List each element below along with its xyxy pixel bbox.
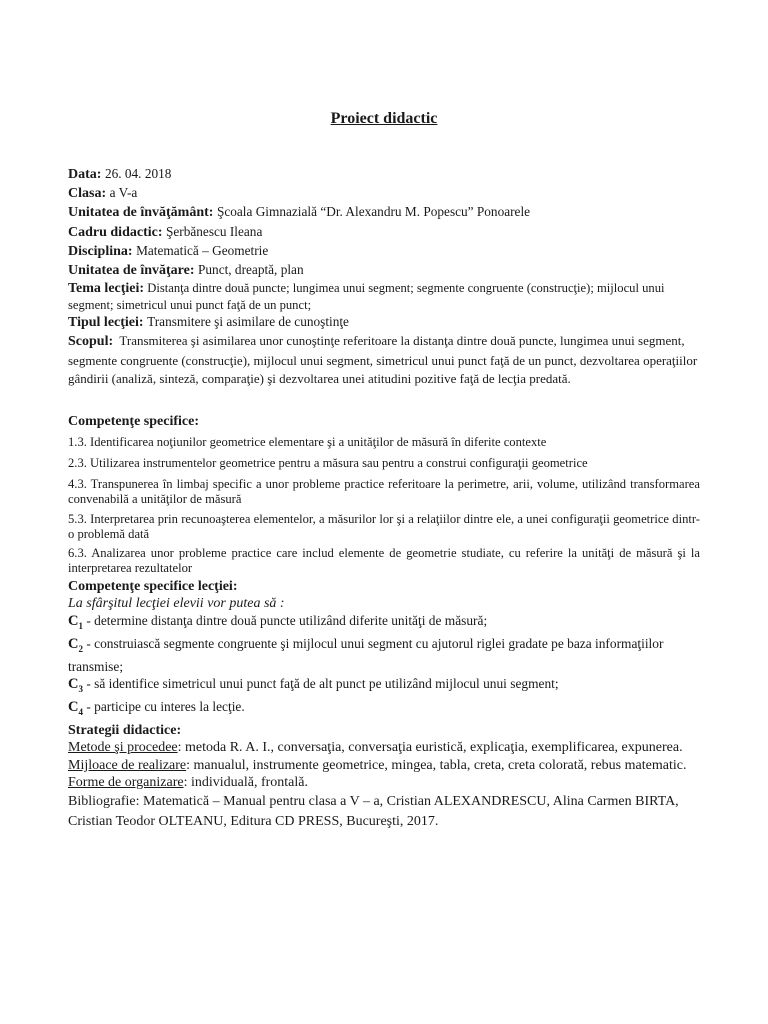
cadru-row: Cadru didactic: Şerbănescu Ileana	[68, 223, 263, 240]
clasa-row: Clasa: a V-a	[68, 185, 138, 202]
competenta-item: 2.3. Utilizarea instrumentelor geometrice pentru a măsura sau pentru a construi configuraţii geometrice	[68, 456, 588, 470]
data-row: Data: 26. 04. 2018	[68, 166, 172, 182]
competente-lectie-title: Competenţe specifice lecţiei:	[68, 579, 238, 594]
mijloace-row: Mijloace de realizare: manualul, instrumente geometrice, mingea, tabla, creta, creta colorată, rebus matematic.	[68, 757, 687, 773]
objective-item: $C_4$ - participe cu interes la lecţie.	[68, 698, 245, 717]
competente-title: Competenţe specifice:	[68, 414, 200, 429]
competenta-item: 6.3. Analizarea unor probleme practice care includ elemente de geometrie studiate, cu referire la unităţi de măsură şi la interpretarea rezultatelor	[68, 546, 700, 575]
disciplina-row: Disciplina: Matematică – Geometrie	[68, 242, 269, 259]
bibliografie-row: Bibliografie: Matematică – Manual pentru clasa a V – a, Cristian ALEXANDRESCU, Alina Carmen BIRTA, Cristian Teodor OLTEANU, Editura CD PRESS, Bucureşti, 2017.	[68, 793, 679, 829]
tipul-row: Tipul lecţiei: Transmitere şi asimilare de cunoştinţe	[68, 314, 349, 331]
strategii-title: Strategii didactice:	[68, 723, 182, 738]
tema-row: Tema lecţiei: Distanţa dintre două puncte; lungimea unui segment; segmente congruente (construcţie); mijlocul unui segment; simetricul unui punct faţă de un punct;	[68, 281, 665, 313]
strategii-section	[68, 722, 700, 832]
competenta-item: 5.3. Interpretarea prin recunoaşterea elementelor, a măsurilor lor şi a relaţiilor dintre ele, a unei configuraţii geometrice dintr-o problemă dată	[68, 512, 700, 541]
unitatea-row: Unitatea de învăţământ: Şcoala Gimnazială “Dr. Alexandru M. Popescu” Ponoarele	[68, 204, 531, 221]
unitatea-invatare-row: Unitatea de învăţare: Punct, dreaptă, plan	[68, 262, 304, 279]
metode-row: Metode şi procedee: metoda R. A. I., conversaţia, conversaţia euristică, explicaţia, exemplificarea, expunerea.	[68, 740, 683, 756]
page-title: Proiect didactic	[330, 110, 438, 127]
lectie-intro: La sfârşitul lecţiei elevii vor putea să :	[68, 596, 285, 611]
scopul-row: Scopul: Transmiterea şi asimilarea unor cunoştinţe referitoare la distanţa dintre două puncte, lungimea unui segment, segmente congruente (construcţie), mijlocul unui segment, simetricul unui punct faţă de un punct, dezvoltarea operaţiilor gândirii (analiză, sinteză, comparaţie) şi dezvoltarea unei atitudini pozitive faţă de lecţia predată.	[68, 333, 698, 387]
competenta-item: 1.3. Identificarea noţiunilor geometrice elementare şi a unităţilor de măsură în diferite contexte	[68, 435, 547, 449]
objective-item: $C_3$ - să identifice simetricul unui punct faţă de alt punct pe utilizând mijlocul unui segment;	[68, 675, 559, 694]
competenta-item: 4.3. Transpunerea în limbaj specific a unor probleme practice referitoare la perimetre, arii, volume, utilizând transformarea convenabilă a unităţilor de măsură	[68, 477, 700, 506]
objective-item: $C_1$ - determine distanţa dintre două puncte utilizând diferite unităţi de măsură;	[68, 613, 488, 631]
objective-item: $C_2$ - construiască segmente congruente şi mijlocul unui segment cu ajutorul riglei gradate pe baza informaţiilor transmise;	[68, 635, 664, 674]
forme-row: Forme de organizare: individuală, frontală.	[68, 775, 309, 791]
competente-lectie	[68, 578, 700, 721]
lesson-header	[68, 165, 700, 389]
